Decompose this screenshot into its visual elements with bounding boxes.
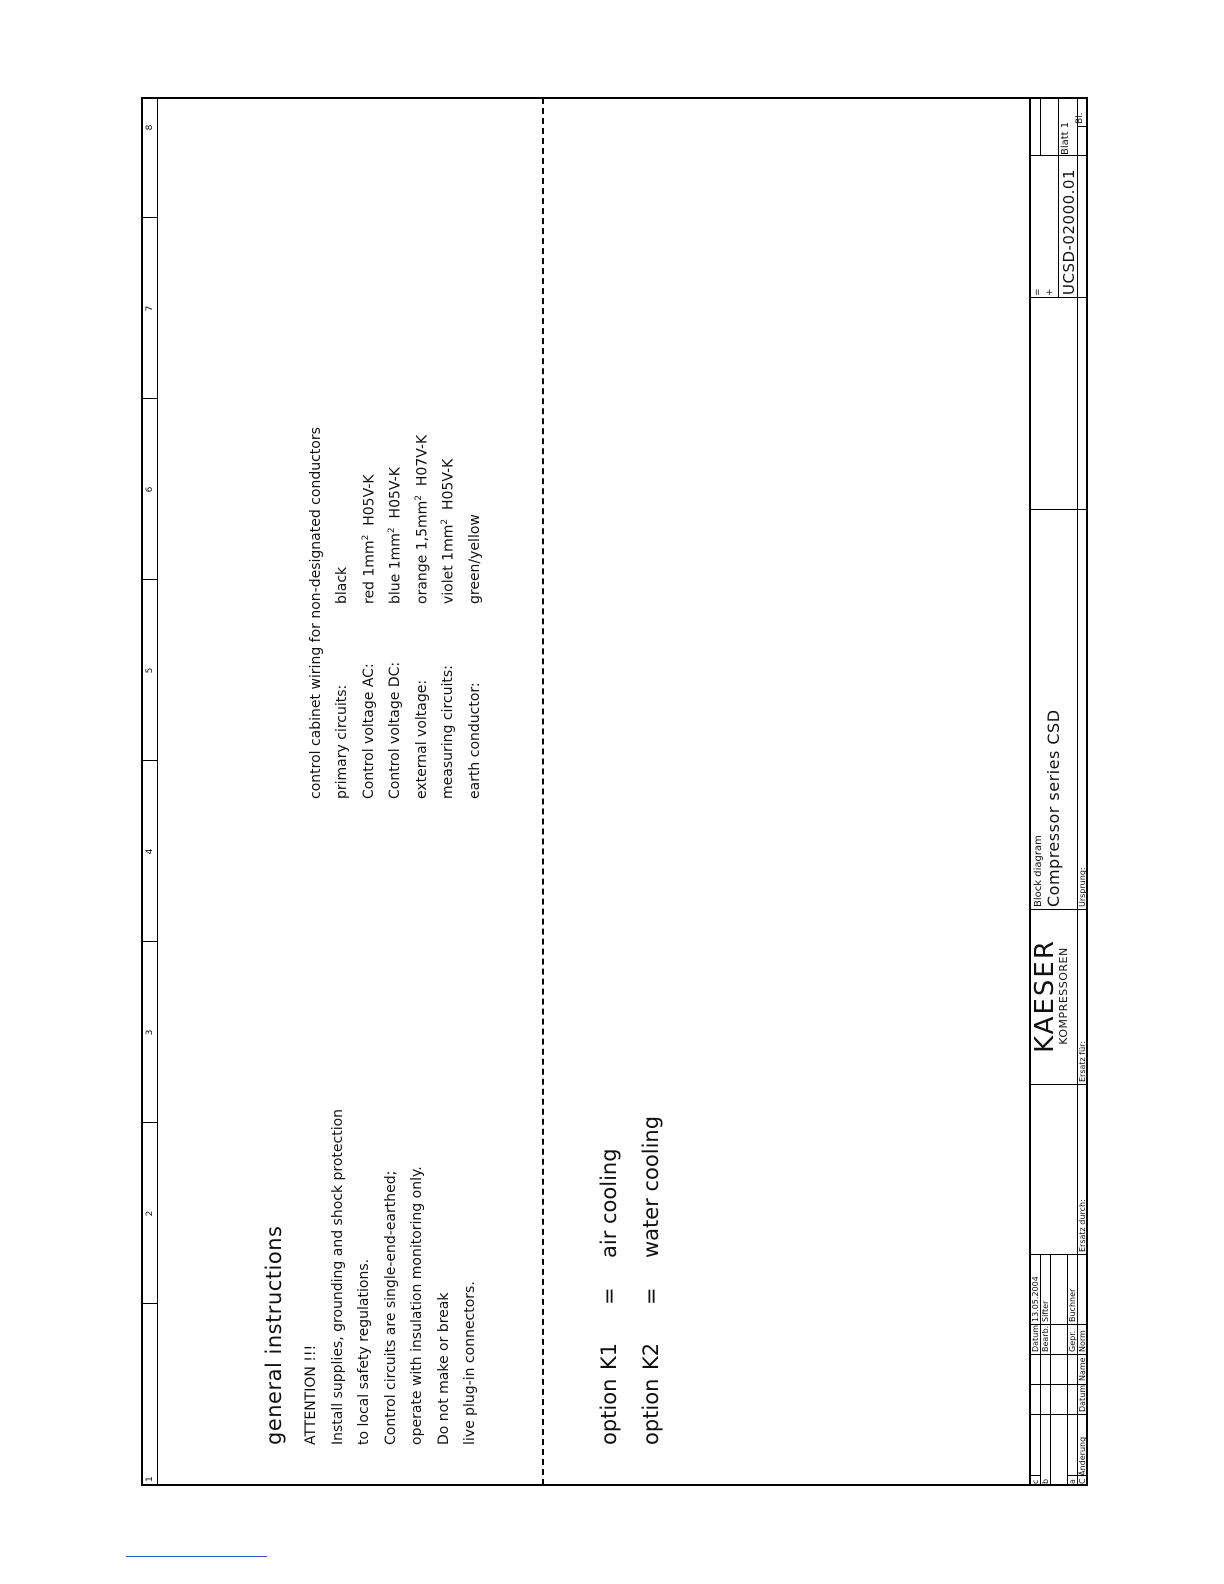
page-link-underline[interactable]	[126, 1556, 267, 1557]
revision-label: a	[1068, 1479, 1077, 1484]
wiring-value: violet $1mm^2$ H05V-K	[440, 458, 457, 604]
brand-name: KAESER	[1030, 939, 1060, 1053]
gepr-value: Buchner	[1068, 1288, 1077, 1322]
kaeser-logo	[1032, 911, 1069, 1081]
option-description: air cooling	[597, 1148, 621, 1258]
option-code: K1	[597, 1342, 621, 1370]
wiring-value: orange $1,5mm^2$ H07V-K	[413, 434, 431, 604]
option-equals: =	[597, 1287, 621, 1305]
title-block-rule	[1040, 98, 1041, 156]
title-block-rule	[1031, 1084, 1087, 1085]
datum-column-label: Datum	[1078, 1384, 1087, 1412]
title-block-rule	[1077, 126, 1087, 127]
revision-label: b	[1041, 1478, 1050, 1484]
instruction-line: live plug-in connectors.	[462, 1281, 478, 1445]
title-block-rule	[1031, 155, 1087, 156]
option-description: water cooling	[639, 1115, 663, 1258]
title-block-rule	[1031, 509, 1087, 510]
instructions-list	[298, 1109, 484, 1445]
title-block	[1029, 98, 1087, 1485]
document-number: UCSD-02000.01	[1060, 168, 1078, 295]
grid-column-label: 7	[145, 305, 155, 312]
column-grid-band	[142, 98, 158, 1485]
diagram-type: Block diagram	[1033, 835, 1044, 907]
wiring-label: external voltage:	[413, 679, 430, 799]
equals-marker: =	[1033, 288, 1043, 296]
wiring-value: black	[334, 566, 350, 604]
instruction-line: Install supplies, grounding and shock protection	[329, 1108, 346, 1445]
instruction-line: Do not make or break	[435, 1292, 452, 1445]
instruction-line: operate with insulation monitoring only.	[409, 1166, 425, 1445]
title-block-rule	[1031, 1475, 1041, 1476]
norm-label: Norm	[1078, 1330, 1087, 1352]
instructions-heading: general instructions	[262, 1225, 286, 1445]
revision-label: c	[1031, 1479, 1040, 1484]
wiring-label: Control voltage DC:	[387, 661, 403, 799]
wiring-value: green/yellow	[466, 514, 483, 604]
title-block-rule	[1077, 98, 1078, 1485]
grid-column-label: 6	[145, 486, 155, 493]
title-block-rule	[1031, 909, 1087, 910]
instruction-line: to local safety regulations.	[356, 1258, 372, 1445]
wiring-title: control cabinet wiring for non-designated conductors	[308, 427, 324, 799]
name-column-label: Name	[1078, 1357, 1087, 1381]
ersatz-fuer-label: Ersatz für:	[1078, 1040, 1087, 1082]
grid-column-label: 5	[145, 667, 155, 674]
title-block-rule	[1058, 98, 1059, 298]
option-code: K2	[639, 1342, 663, 1370]
gepr-label: Gepr.	[1068, 1330, 1077, 1352]
bearb-value: Sifter	[1041, 1300, 1050, 1322]
date-label: Datum	[1031, 1324, 1040, 1352]
change-header: C Änderung	[1078, 1436, 1087, 1484]
wiring-label: Control voltage AC:	[360, 663, 377, 799]
bearb-label: Bearb.	[1041, 1325, 1050, 1352]
section-divider-dashed	[542, 98, 544, 1485]
date-value: 13.05.2004	[1031, 1276, 1040, 1322]
instruction-line: ATTENTION !!!	[303, 1344, 319, 1445]
option-word: option	[597, 1378, 621, 1445]
grid-column-label: 3	[145, 1029, 155, 1036]
title-block-rule	[1031, 297, 1087, 298]
ursprung-label: Ursprung:	[1078, 867, 1087, 907]
title-block-rule	[1040, 1255, 1041, 1485]
option-word: option	[639, 1378, 663, 1445]
brand-subtitle: KOMPRESSOREN	[1057, 947, 1070, 1045]
diagram-title: Compressor series CSD	[1044, 709, 1063, 907]
grid-column-label: 2	[145, 1210, 155, 1217]
sheet-count-label: Bl.	[1075, 112, 1085, 124]
wiring-label: measuring circuits:	[440, 665, 456, 799]
wiring-label: earth conductor:	[466, 682, 483, 799]
ersatz-durch-label: Ersatz durch:	[1078, 1199, 1087, 1252]
title-block-rule	[1031, 1414, 1087, 1415]
title-block-rule	[1050, 1255, 1051, 1485]
plus-marker: +	[1045, 288, 1055, 296]
sheet-number: Blatt 1	[1060, 121, 1071, 155]
title-block-rule	[1031, 1254, 1087, 1255]
instruction-line: Control circuits are single-end-earthed;	[382, 1170, 399, 1445]
grid-column-label: 8	[145, 124, 155, 131]
drawing-sheet	[142, 98, 1087, 1485]
wiring-value: blue $1mm^2$ H05V-K	[387, 467, 404, 604]
title-block-rule	[1031, 1354, 1087, 1355]
wiring-value: red $1mm^2$ H05V-K	[360, 474, 378, 604]
option-equals: =	[639, 1287, 663, 1305]
grid-column-label: 1	[145, 1476, 155, 1482]
wiring-label: primary circuits:	[334, 684, 350, 799]
grid-column-label: 4	[145, 848, 155, 855]
